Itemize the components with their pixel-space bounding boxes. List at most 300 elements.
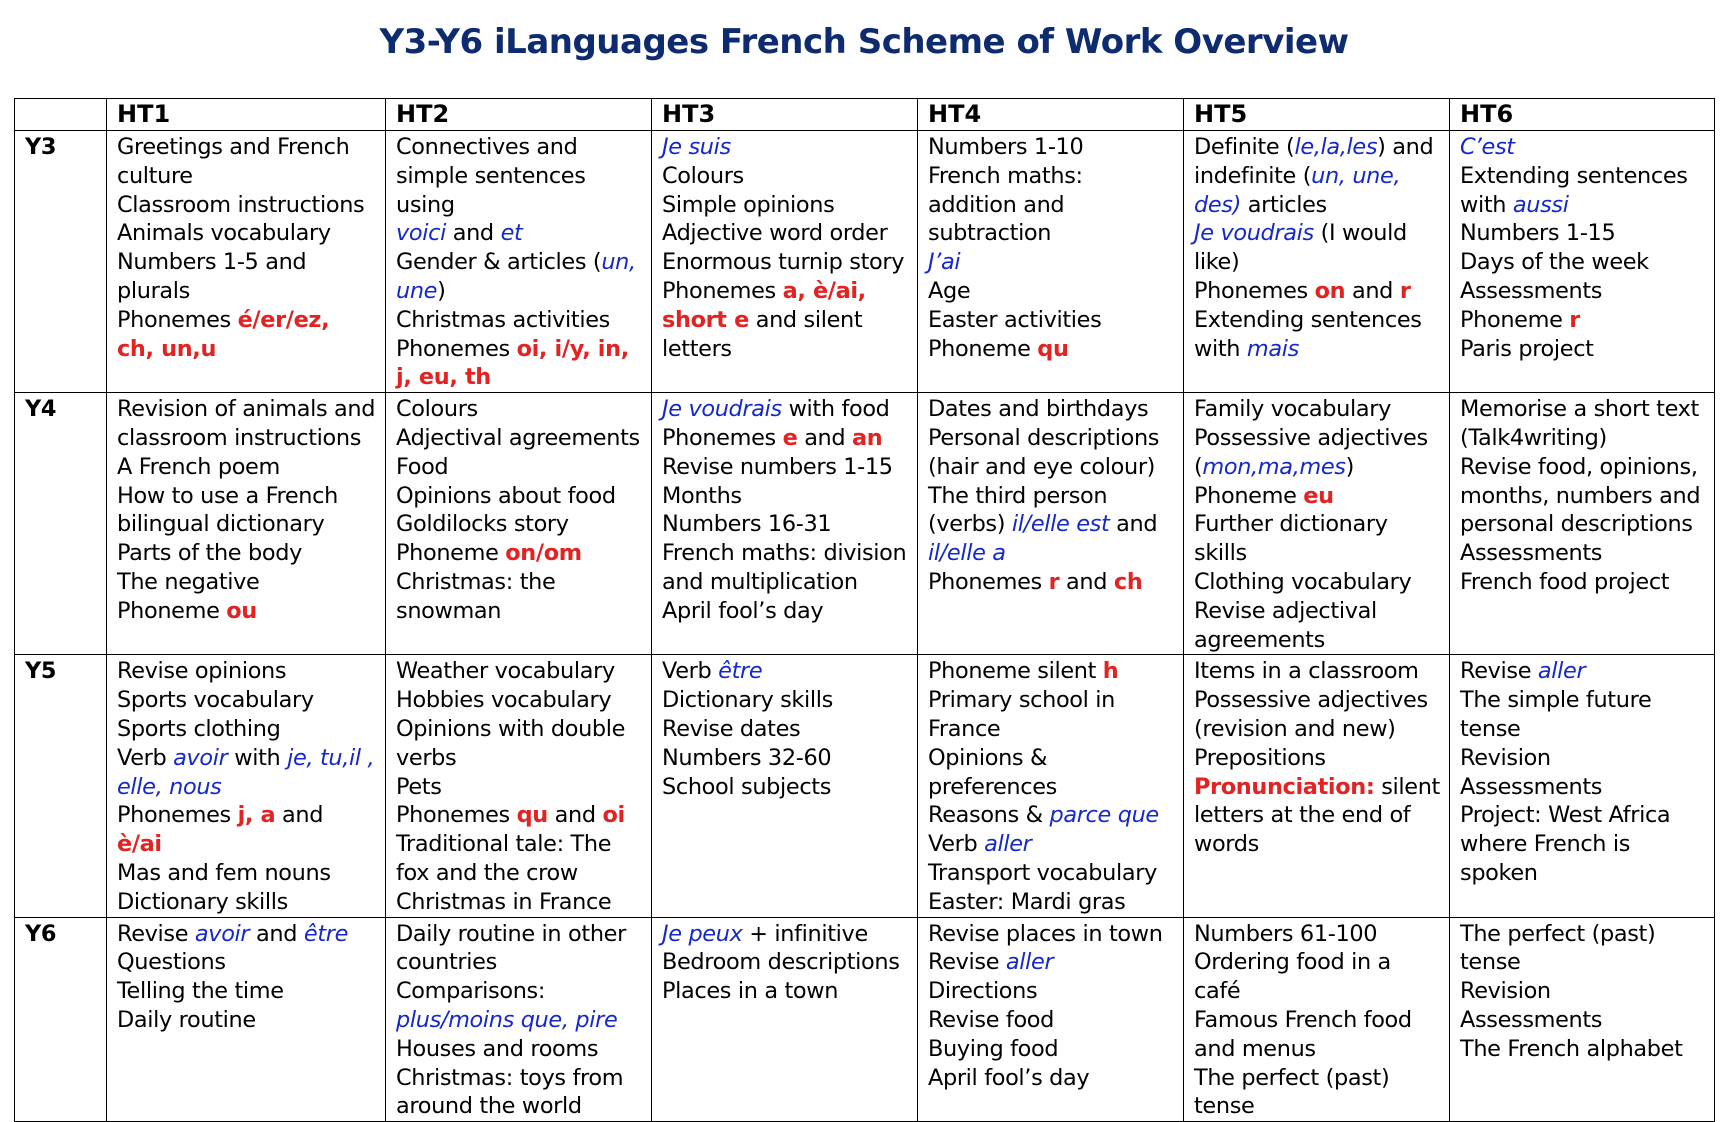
topic-line (1460, 191, 1710, 220)
topic-line (396, 859, 647, 888)
topic-text: and multiplication (662, 568, 858, 595)
topic-text: Christmas activities (396, 306, 610, 333)
phoneme-highlight: j, a (237, 802, 276, 829)
table-row (15, 393, 1715, 655)
topic-line (1460, 424, 1710, 453)
header-ht2: HT2 (386, 99, 652, 131)
topic-line (1194, 335, 1445, 364)
topic-text: Phonemes (396, 335, 517, 362)
french-term: et (500, 220, 523, 247)
topic-text: Daily routine in other (396, 920, 626, 947)
topic-text: Memorise a short text (1460, 396, 1699, 423)
topic-text: Gender & articles ( (396, 249, 602, 276)
topic-line (662, 424, 913, 453)
topic-line (117, 568, 381, 597)
topic-line (1194, 219, 1445, 248)
topic-line (662, 453, 913, 482)
topic-line (1460, 686, 1710, 715)
year-label: Y4 (15, 393, 107, 655)
topic-line (928, 948, 1179, 977)
topic-text: Revise food, opinions, (1460, 453, 1698, 480)
topic-text: verbs (396, 744, 457, 771)
year-label: Y5 (15, 655, 107, 917)
topic-line (117, 219, 381, 248)
topic-text: Phoneme (396, 540, 506, 567)
topic-line (662, 335, 913, 364)
topic-line (1460, 568, 1710, 597)
topic-text: Extending sentences (1194, 306, 1422, 333)
topic-text: Adjectival agreements (396, 424, 640, 451)
phoneme-highlight: a, è/ai, (782, 277, 866, 304)
french-term: aussi (1512, 191, 1569, 218)
topic-cell-ht1 (107, 655, 386, 917)
topic-text: with food (781, 396, 890, 423)
french-term: un, une, (1311, 162, 1401, 189)
topic-text: Christmas: toys from (396, 1064, 624, 1091)
topic-text: Possessive adjectives (1194, 424, 1428, 451)
french-term: Je voudrais (662, 396, 782, 423)
topic-line (1460, 539, 1710, 568)
topic-text: Places in a town (662, 978, 839, 1005)
topic-line (928, 306, 1179, 335)
topic-text: Revision (1460, 978, 1551, 1005)
topic-line (396, 977, 647, 1006)
topic-text: Phoneme (928, 335, 1038, 362)
topic-text: April fool’s day (928, 1064, 1090, 1091)
topic-line (1194, 920, 1445, 949)
topic-text: fox and the crow (396, 859, 578, 886)
topic-text: and (797, 424, 853, 451)
topic-line (117, 773, 381, 802)
topic-text: culture (117, 162, 193, 189)
topic-text: Animals vocabulary (117, 220, 331, 247)
phoneme-highlight: on (1314, 277, 1346, 304)
french-term: parce que (1049, 802, 1159, 829)
phoneme-highlight: r (1048, 568, 1060, 595)
topic-text: Possessive adjectives (1194, 687, 1428, 714)
french-term: il/elle a (928, 540, 1006, 567)
topic-text: The simple future (1460, 687, 1652, 714)
french-term: être (303, 920, 349, 947)
topic-text: Simple opinions (662, 191, 835, 218)
topic-text: with (1194, 335, 1247, 362)
topic-text: Verb (662, 658, 719, 685)
topic-cell-ht1 (107, 917, 386, 1122)
topic-text: Revise (1460, 658, 1538, 685)
french-term: il/elle est (1011, 511, 1110, 538)
topic-text: Easter activities (928, 306, 1102, 333)
topic-line (1194, 510, 1445, 539)
topic-text: Family vocabulary (1194, 396, 1391, 423)
topic-line (1194, 744, 1445, 773)
topic-line (662, 657, 913, 686)
topic-line (396, 773, 647, 802)
topic-text: + infinitive (742, 920, 868, 947)
topic-text: Phoneme (1460, 306, 1570, 333)
topic-text: Phoneme (1194, 482, 1304, 509)
topic-line (1194, 306, 1445, 335)
topic-text: Reasons & (928, 802, 1050, 829)
topic-line (928, 453, 1179, 482)
topic-text: The French alphabet (1460, 1035, 1683, 1062)
french-term: plus/moins que, pire (396, 1006, 618, 1033)
french-term: elle, nous (117, 773, 222, 800)
topic-text: articles (1241, 191, 1327, 218)
topic-line (117, 248, 381, 277)
topic-line (1194, 248, 1445, 277)
topic-text: Numbers 1-10 (928, 134, 1084, 160)
topic-text: Months (662, 482, 742, 509)
topic-text: Revise (928, 949, 1006, 976)
topic-text: Days of the week (1460, 249, 1649, 276)
topic-line (1460, 715, 1710, 744)
topic-text: Definite ( (1194, 134, 1295, 160)
topic-line (662, 539, 913, 568)
phoneme-highlight: h (1102, 658, 1119, 685)
topic-text: Transport vocabulary (928, 859, 1157, 886)
topic-line (396, 162, 647, 220)
topic-line (1194, 1006, 1445, 1035)
french-term: des) (1194, 191, 1241, 218)
topic-text: Directions (928, 978, 1038, 1005)
topic-text: (I would (1313, 220, 1407, 247)
topic-text: Phoneme (117, 597, 227, 624)
topic-line (396, 395, 647, 424)
topic-line (928, 395, 1179, 424)
topic-text: Easter: Mardi gras (928, 888, 1126, 915)
french-term: avoir (194, 920, 250, 947)
topic-text: ( (1194, 453, 1203, 480)
topic-line (1194, 686, 1445, 715)
topic-text: letters at the end of (1194, 802, 1411, 829)
phoneme-highlight: ch (1113, 568, 1143, 595)
topic-text: (hair and eye colour) (928, 453, 1156, 480)
topic-text: Assessments (1460, 1006, 1603, 1033)
french-term: un, (601, 249, 636, 276)
topic-line (928, 830, 1179, 859)
topic-text: Christmas: the (396, 568, 556, 595)
topic-line (117, 424, 381, 453)
topic-text: French maths: (928, 162, 1083, 189)
french-term: avoir (173, 744, 228, 771)
topic-line (117, 453, 381, 482)
phoneme-highlight: eu (1303, 482, 1334, 509)
topic-line (928, 424, 1179, 453)
topic-text: Opinions about food (396, 482, 616, 509)
topic-line (396, 539, 647, 568)
topic-line (396, 715, 647, 744)
topic-line (1194, 395, 1445, 424)
topic-text: Opinions with double (396, 715, 626, 742)
topic-line (1460, 510, 1710, 539)
topic-line (662, 277, 913, 306)
topic-text: skills (1194, 540, 1247, 567)
topic-line (396, 1064, 647, 1093)
topic-text: School subjects (662, 773, 832, 800)
phoneme-highlight: on/om (505, 540, 582, 567)
topic-text: Bedroom descriptions (662, 949, 900, 976)
topic-text: Revise (117, 920, 195, 947)
phoneme-highlight: ou (226, 597, 257, 624)
topic-cell-ht2 (386, 131, 652, 393)
topic-line (662, 191, 913, 220)
topic-text: preferences (928, 773, 1057, 800)
topic-line (1194, 453, 1445, 482)
topic-text: Connectives and (396, 134, 578, 160)
topic-line (1194, 657, 1445, 686)
french-term: voici (396, 220, 446, 247)
topic-line (117, 162, 381, 191)
topic-line (662, 162, 913, 191)
topic-line (396, 133, 647, 162)
french-term: C’est (1460, 134, 1515, 160)
topic-text: Questions (117, 949, 226, 976)
topic-line (928, 248, 1179, 277)
topic-line (662, 482, 913, 511)
topic-line (1194, 626, 1445, 655)
french-term: une (396, 277, 438, 304)
topic-line (1194, 801, 1445, 830)
topic-line (1194, 830, 1445, 859)
topic-line (117, 801, 381, 830)
topic-text: ) and (1377, 134, 1434, 160)
topic-line (117, 859, 381, 888)
topic-line (662, 306, 913, 335)
topic-line (1194, 424, 1445, 453)
phoneme-highlight: short e (662, 306, 749, 333)
topic-text: tense (1460, 715, 1521, 742)
topic-text: Assessments (1460, 773, 1603, 800)
topic-line (117, 920, 381, 949)
topic-cell-ht3 (652, 655, 918, 917)
topic-line (928, 162, 1179, 191)
topic-text: Clothing vocabulary (1194, 568, 1412, 595)
topic-line (117, 306, 381, 335)
topic-line (928, 715, 1179, 744)
header-row (15, 99, 1715, 131)
topic-text: Telling the time (117, 978, 284, 1005)
topic-text: Classroom instructions (117, 191, 365, 218)
topic-line (928, 133, 1179, 162)
topic-line (1194, 1092, 1445, 1121)
topic-line (1460, 657, 1710, 686)
topic-text: The perfect (past) (1460, 920, 1656, 947)
french-term: J’ai (928, 249, 961, 276)
topic-text: Sports clothing (117, 715, 281, 742)
topic-text: words (1194, 831, 1259, 858)
topic-line (1460, 977, 1710, 1006)
topic-line (662, 219, 913, 248)
topic-text: ) (1345, 453, 1355, 480)
topic-line (1460, 277, 1710, 306)
topic-line (117, 539, 381, 568)
topic-text: (revision and new) (1194, 715, 1396, 742)
topic-text: Personal descriptions (928, 424, 1160, 451)
topic-line (396, 363, 647, 392)
topic-text: where French is (1460, 831, 1631, 858)
phoneme-highlight: é/er/ez, (237, 306, 330, 333)
topic-line (1194, 597, 1445, 626)
topic-cell-ht4 (918, 131, 1184, 393)
table-row (15, 131, 1715, 393)
topic-text: addition and (928, 191, 1065, 218)
phoneme-highlight: j, eu, th (396, 364, 491, 391)
topic-text: Phonemes (662, 424, 783, 451)
topic-text: Phonemes (396, 802, 517, 829)
phoneme-highlight: r (1569, 306, 1580, 333)
topic-line (928, 1035, 1179, 1064)
topic-text: (Talk4writing) (1460, 424, 1607, 451)
header-ht5: HT5 (1184, 99, 1450, 131)
topic-text: Opinions & (928, 744, 1048, 771)
topic-line (1194, 715, 1445, 744)
topic-line (1460, 248, 1710, 277)
topic-line (396, 510, 647, 539)
topic-text: Dictionary skills (117, 888, 288, 915)
topic-text: tense (1460, 949, 1521, 976)
topic-cell-ht6 (1450, 655, 1715, 917)
topic-line (396, 1092, 647, 1121)
topic-line (1460, 744, 1710, 773)
topic-text: Famous French food (1194, 1006, 1412, 1033)
french-term: être (718, 658, 763, 685)
topic-line (117, 191, 381, 220)
topic-line (1194, 977, 1445, 1006)
topic-text: Revision of animals and (117, 396, 376, 423)
topic-text: Adjective word order (662, 220, 888, 247)
topic-line (928, 773, 1179, 802)
scheme-of-work-table (14, 98, 1715, 1122)
year-label: Y3 (15, 131, 107, 393)
topic-cell-ht6 (1450, 131, 1715, 393)
topic-line (928, 686, 1179, 715)
header-ht1: HT1 (107, 99, 386, 131)
topic-text: Phonemes (117, 802, 238, 829)
topic-line (662, 395, 913, 424)
topic-line (396, 597, 647, 626)
topic-line (396, 219, 647, 248)
topic-text: Weather vocabulary (396, 658, 615, 685)
topic-line (928, 657, 1179, 686)
topic-cell-ht5 (1184, 393, 1450, 655)
topic-line (396, 920, 647, 949)
topic-cell-ht4 (918, 917, 1184, 1122)
phoneme-highlight: oi, i/y, in, (516, 335, 629, 362)
topic-text: French maths: division (662, 540, 907, 567)
topic-text: Phoneme silent (928, 658, 1103, 685)
topic-text: Dictionary skills (662, 687, 833, 714)
topic-text: around the world (396, 1093, 582, 1120)
topic-line (396, 306, 647, 335)
topic-text: Prepositions (1194, 744, 1326, 771)
topic-text: Assessments (1460, 277, 1603, 304)
topic-text: (verbs) (928, 511, 1012, 538)
topic-text: Parts of the body (117, 540, 302, 567)
topic-text: and menus (1194, 1035, 1316, 1062)
french-term: mon,ma,mes (1202, 453, 1346, 480)
topic-text: Phonemes (928, 568, 1049, 595)
year-label: Y6 (15, 917, 107, 1122)
topic-line (117, 482, 381, 511)
phoneme-highlight: Pronunciation: (1194, 773, 1375, 800)
topic-text: April fool’s day (662, 597, 824, 624)
topic-line (117, 277, 381, 306)
topic-text: Primary school in (928, 687, 1116, 714)
topic-cell-ht6 (1450, 393, 1715, 655)
topic-line (662, 773, 913, 802)
topic-line (117, 395, 381, 424)
topic-cell-ht4 (918, 655, 1184, 917)
topic-line (1194, 482, 1445, 511)
topic-line (662, 948, 913, 977)
topic-text: personal descriptions (1460, 511, 1693, 538)
topic-line (1194, 162, 1445, 191)
topic-line (117, 133, 381, 162)
topic-cell-ht3 (652, 131, 918, 393)
topic-text: Sports vocabulary (117, 687, 314, 714)
topic-line (1460, 482, 1710, 511)
topic-text: Enormous turnip story (662, 249, 905, 276)
topic-text: Mas and fem nouns (117, 859, 331, 886)
topic-line (662, 248, 913, 277)
topic-line (928, 191, 1179, 220)
topic-text: Numbers 16-31 (662, 511, 832, 538)
topic-line (1460, 453, 1710, 482)
topic-line (662, 597, 913, 626)
topic-line (662, 510, 913, 539)
header-ht6: HT6 (1450, 99, 1715, 131)
topic-text: Christmas in France (396, 888, 612, 915)
topic-text: Phonemes (117, 306, 238, 333)
topic-text: Colours (662, 162, 744, 189)
topic-text: and silent (748, 306, 863, 333)
topic-text: The third person (928, 482, 1108, 509)
topic-text: Revise numbers 1-15 (662, 453, 893, 480)
topic-line (117, 715, 381, 744)
phoneme-highlight: e (782, 424, 798, 451)
topic-text: letters (662, 335, 732, 362)
topic-line (1194, 191, 1445, 220)
topic-cell-ht2 (386, 393, 652, 655)
topic-line (662, 568, 913, 597)
topic-line (396, 277, 647, 306)
topic-line (117, 657, 381, 686)
topic-text: Revise food (928, 1006, 1055, 1033)
topic-line (117, 510, 381, 539)
topic-text: Dates and birthdays (928, 396, 1149, 423)
header-ht4: HT4 (918, 99, 1184, 131)
topic-text: Traditional tale: The (396, 831, 612, 858)
phoneme-highlight: an (852, 424, 883, 451)
topic-line (1460, 335, 1710, 364)
topic-text: Assessments (1460, 540, 1603, 567)
french-term: aller (1005, 949, 1054, 976)
topic-cell-ht3 (652, 393, 918, 655)
topic-line (117, 977, 381, 1006)
topic-text: Numbers 1-15 (1460, 220, 1616, 247)
topic-line (117, 830, 381, 859)
topic-cell-ht1 (107, 393, 386, 655)
topic-text: Age (928, 277, 971, 304)
topic-text: spoken (1460, 859, 1538, 886)
topic-line (1460, 133, 1710, 162)
topic-line (928, 744, 1179, 773)
topic-line (396, 453, 647, 482)
topic-text: agreements (1194, 626, 1325, 653)
topic-text: France (928, 715, 1001, 742)
topic-line (662, 133, 913, 162)
topic-line (662, 715, 913, 744)
